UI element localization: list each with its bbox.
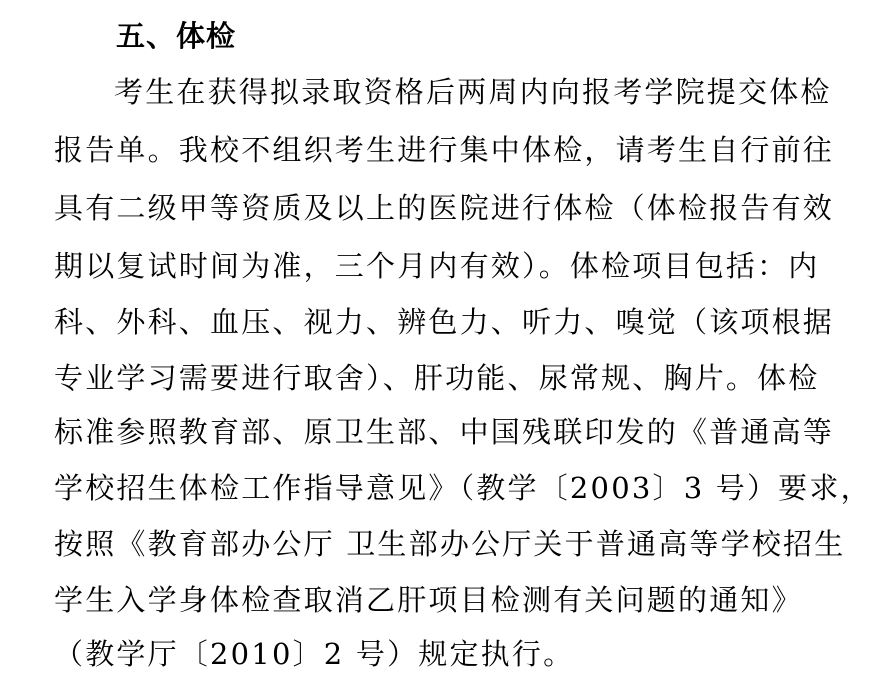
paragraph-line: 学校招生体检工作指导意见》（教学〔2003〕3 号）要求，	[54, 471, 872, 505]
paragraph-line: 期以复试时间为准，三个月内有效）。体检项目包括：内	[54, 249, 820, 283]
paragraph-line: 专业学习需要进行取舍）、肝功能、尿常规、胸片。体检	[54, 361, 820, 395]
paragraph-line: 考生在获得拟录取资格后两周内向报考学院提交体检	[114, 75, 832, 109]
section-heading: 五、体检	[116, 19, 237, 53]
paragraph-line: 具有二级甲等资质及以上的医院进行体检（体检报告有效	[54, 191, 835, 225]
paragraph-line: 学生入学身体检查取消乙肝项目检测有关问题的通知》	[54, 583, 803, 617]
paragraph-line: （教学厅〔2010〕2 号）规定执行。	[54, 637, 575, 671]
paragraph-line: 科、外科、血压、视力、辨色力、听力、嗅觉（该项根据	[54, 305, 835, 339]
paragraph-line: 按照《教育部办公厅 卫生部办公厅关于普通高等学校招生	[54, 527, 846, 561]
paragraph-line: 报告单。我校不组织考生进行集中体检，请考生自行前往	[54, 133, 835, 167]
paragraph-line: 标准参照教育部、原卫生部、中国残联印发的《普通高等	[54, 415, 835, 449]
